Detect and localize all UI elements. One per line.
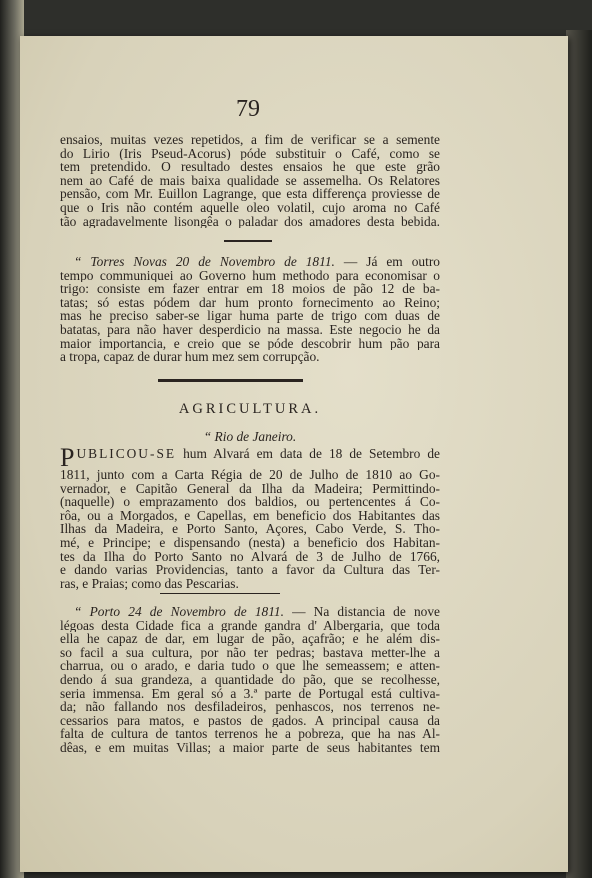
text-line: (naquelle) o emprazamento dos baldios, ou pertencentes á Co-: [60, 495, 440, 509]
text-line: [60, 255, 440, 269]
dateline: “ Porto 24 de Novembro de 1811.: [74, 605, 284, 619]
text-line: nem ao Café de mais baixa qualidade se assemelha. Os Relatores: [60, 173, 440, 188]
text-line: Ilhas da Madeira, e Porto Santo, Açores, Cabo Verde, S. Tho-: [60, 522, 440, 536]
paragraph-2: [60, 255, 440, 364]
text-fragment: hum Alvará em data de 18 de Setembro de: [183, 447, 440, 461]
text-line: ensaios, muitas vezes repetidos, a fim de verificar se a semente: [60, 133, 440, 147]
text-line: mas he preciso saber-se ligar huma parte de trigo com duas de: [60, 309, 440, 323]
text-line: so facil a sua cultura, por não ter pedras; bastava metter-lhe a: [60, 645, 440, 660]
paragraph-3: [60, 447, 440, 590]
text-line: trigo: consiste em fazer entrar em 18 moios de pão 12 de ba-: [60, 282, 440, 296]
text-line: tem pretendido. O resultado destes ensaios he que este grão: [60, 160, 440, 174]
text-line: maior importancia, e creio que se póde descobrir hum pão para: [60, 336, 440, 351]
text-line: tes da Ilha do Porto Santo no Alvará de 3 de Julho de 1766,: [60, 549, 440, 564]
text-line: mé, e Principe; e dispensando (nesta) a beneficio dos Habitan-: [60, 535, 440, 550]
paragraph-1: [60, 133, 440, 228]
section-divider: [224, 240, 272, 242]
dateline: “ Torres Novas 20 de Novembro de 1811.: [74, 255, 335, 269]
text-line: vernador, e Capitão General da Ilha da Madeira; Permittindo-: [60, 481, 440, 496]
section-dateline: “ Rio de Janeiro.: [203, 429, 297, 444]
text-line: [60, 447, 440, 468]
text-line: pensão, com Mr. Euillon Lagrange, que esta differença proviesse de: [60, 187, 440, 201]
text-line: légoas desta Cidade fica a grande gandra d' Albergaria, que toda: [60, 618, 440, 633]
page-edge-shadow: [566, 30, 592, 878]
text-line: a tropa, capaz de durar hum mez sem corrupção.: [60, 350, 320, 364]
text-line: ras, e Praias; como das Pescarias.: [60, 576, 239, 591]
text-fragment: — Já em outro: [343, 255, 440, 269]
paragraph-4: [60, 605, 440, 755]
text-line: falta de cultura de tantos terrenos he a pobreza, que ha nas Al-: [60, 727, 440, 741]
section-heading: AGRICULTURA.: [178, 401, 322, 417]
text-line: e dando varias Providencias, tanto a favor da Cultura das Ter-: [60, 563, 440, 577]
drop-cap: P: [60, 447, 75, 468]
text-line: charrua, ou o arado, e daria tudo o que lhe semeassem; e atten-: [60, 659, 440, 673]
text-line: dêas, e em muitas Villas; a maior parte de seus habitantes tem: [60, 740, 440, 755]
small-caps-text: UBLICOU-SE: [76, 447, 177, 461]
section-rule: [158, 379, 303, 382]
text-line: cessarios para matos, e pastos de gados. A principal causa da: [60, 713, 440, 728]
text-line: dendo á sua grandeza, a quantidade do pão, que se recolhesse,: [60, 672, 440, 687]
text-line: batatas, para não haver desperdicio na massa. Este negocio he da: [60, 322, 440, 337]
text-line: rôa, ou a Morgados, e Capellas, em beneficio dos Habitantes das: [60, 508, 440, 523]
text-line: seria immensa. Em geral só a 3.ª parte de Portugal está cultiva-: [60, 686, 440, 701]
text-line: que o Iris não contém aquelle oleo volatil, cujo aroma no Café: [60, 200, 440, 215]
text-line: [60, 605, 440, 619]
text-line: tatas; só estas pódem dar hum pronto fornecimento ao Reino;: [60, 295, 440, 310]
section-divider: [160, 593, 280, 594]
text-line: do Lirio (Iris Pseud-Acorus) póde substituir o Café, como se: [60, 146, 440, 161]
page-number: 79: [236, 96, 260, 122]
text-line: da; não fallando nos desfiladeiros, penhascos, nos terrenos ne-: [60, 700, 440, 714]
text-line: tão agradavelmente lisongêa o paladar dos amadores desta bebida.: [60, 214, 440, 229]
text-fragment: — Na distancia de nove: [292, 605, 440, 619]
text-line: 1811, junto com a Carta Régia de 20 de Julho de 1810 ao Go-: [60, 468, 440, 482]
text-line: ella he capaz de dar, em lugar de pão, açafrão; e he além dis-: [60, 632, 440, 646]
text-line: tempo communiquei ao Governo hum methodo para economisar o: [60, 268, 440, 283]
